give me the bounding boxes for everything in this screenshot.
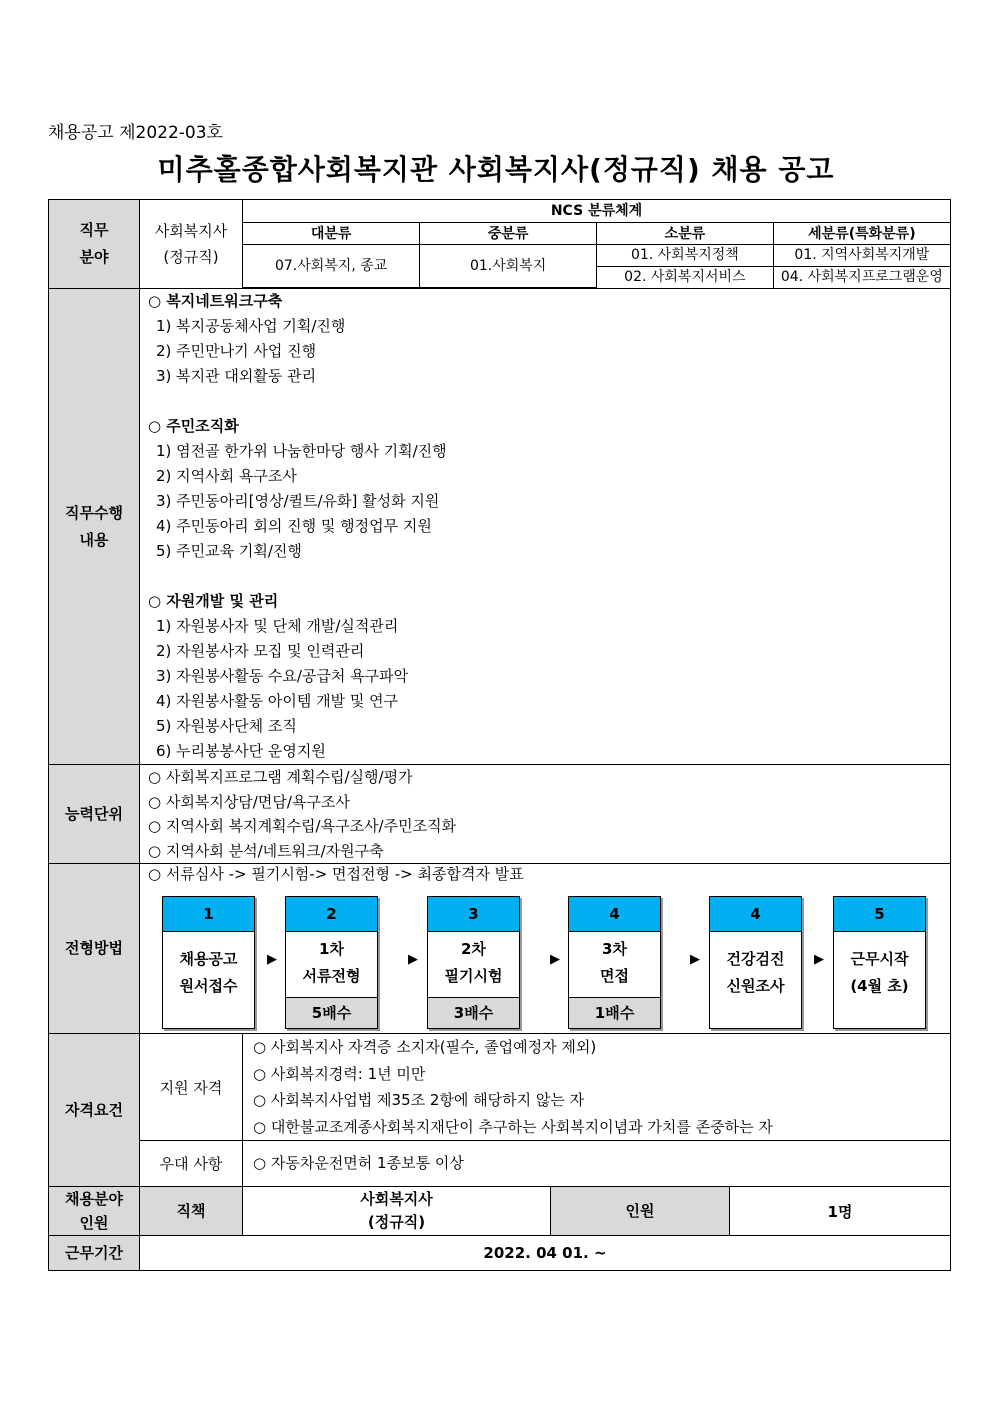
step-label: 2차	[461, 940, 486, 958]
ability-item: ○ 사회복지상담/면담/욕구조사	[148, 792, 350, 811]
process-step	[709, 896, 802, 1029]
apply-qualification-content	[243, 1034, 951, 1141]
duty-section-title: ○ 주민조직화	[148, 417, 239, 435]
step-number: 5	[834, 897, 925, 932]
duty-item: 4) 주민동아리 회의 진행 및 행정업무 지원	[156, 517, 432, 535]
step-ratio: 5배수	[286, 997, 377, 1028]
step-ratio: 1배수	[569, 997, 660, 1028]
ncs-header-minor: 소분류	[597, 222, 774, 244]
job-position: 사회복지사 (정규직)	[140, 200, 243, 289]
period-label: 근무기간	[49, 1236, 140, 1271]
process-summary: ○ 서류심사 -> 필기시험-> 면접전형 -> 최종합격자 발표	[148, 865, 524, 883]
period-value: 2022. 04 01. ~	[140, 1236, 951, 1271]
duty-item: 4) 자원봉사활동 아이템 개발 및 연구	[156, 692, 399, 710]
duty-item: 1) 자원봉사자 및 단체 개발/실적관리	[156, 617, 399, 635]
duty-item: 2) 자원봉사자 모집 및 인력관리	[156, 642, 365, 660]
process-step	[162, 896, 255, 1029]
process-content	[140, 864, 951, 1034]
duty-item: 3) 자원봉사활동 수요/공급처 욕구파악	[156, 667, 409, 685]
arrow-right-icon: ▶	[690, 952, 700, 967]
job-field-label: 직무 분야	[49, 200, 140, 289]
ability-item: ○ 지역사회 분석/네트워크/자원구축	[148, 841, 384, 860]
process-row	[49, 864, 951, 1034]
preference-item: ○ 자동차운전면허 1종보통 이상	[253, 1154, 464, 1173]
ncs-header-major: 대분류	[243, 222, 420, 244]
duty-item: 1) 염전골 한가위 나눔한마당 행사 기획/진행	[156, 442, 447, 460]
step-number: 1	[163, 897, 254, 932]
qualification-item: ○ 사회복지사업법 제35조 2항에 해당하지 않는 자	[253, 1091, 585, 1109]
duty-item: 2) 주민만나기 사업 진행	[156, 342, 317, 360]
process-step	[568, 896, 661, 1029]
step-number: 3	[428, 897, 519, 932]
role-label: 직책	[140, 1187, 243, 1236]
duty-item: 1) 복지공동체사업 기획/진행	[156, 317, 346, 335]
ability-item: ○ 사회복지프로그램 계획수립/실행/평가	[148, 768, 413, 786]
ncs-major-value: 07.사회복지, 종교	[243, 245, 420, 288]
duty-item: 2) 지역사회 욕구조사	[156, 467, 297, 485]
arrow-right-icon: ▶	[267, 952, 277, 967]
duties-label: 직무수행 내용	[49, 289, 140, 765]
step-label: 면접	[600, 967, 629, 985]
duty-item: 3) 복지관 대외활동 관리	[156, 367, 317, 385]
step-label: 신원조사	[726, 977, 785, 995]
step-label: 건강검진	[726, 950, 785, 968]
ncs-middle-value: 01.사회복지	[420, 245, 597, 288]
qualification-item: ○ 사회복지사 자격증 소지자(필수, 졸업예정자 제외)	[253, 1038, 597, 1056]
arrow-right-icon: ▶	[550, 952, 560, 967]
step-label: 원서접수	[179, 977, 238, 995]
ability-label: 능력단위	[49, 765, 140, 864]
ability-content	[140, 765, 951, 864]
process-step	[285, 896, 378, 1029]
step-label: 1차	[319, 940, 344, 958]
process-label: 전형방법	[49, 864, 140, 1034]
qualification-item: ○ 대한불교조계종사회복지재단이 추구하는 사회복지이념과 가치를 존중하는 자	[253, 1117, 773, 1136]
ncs-classification	[243, 200, 951, 289]
ncs-header-detail: 세분류(특화분류)	[773, 222, 950, 244]
ability-row	[49, 765, 951, 864]
ncs-minor-value: 01. 사회복지정책	[597, 245, 774, 266]
arrow-right-icon: ▶	[814, 952, 824, 967]
duty-item: 6) 누리봉봉사단 운영지원	[156, 742, 326, 760]
duty-item: 3) 주민동아리[영상/퀼트/유화] 활성화 지원	[156, 492, 440, 510]
step-number: 4	[710, 897, 801, 932]
recruitment-table	[48, 199, 951, 1271]
period-row	[49, 1236, 951, 1271]
step-number: 4	[569, 897, 660, 932]
duty-item: 5) 자원봉사단체 조직	[156, 717, 297, 735]
step-label: 3차	[602, 940, 627, 958]
preference-row	[49, 1141, 951, 1187]
ncs-detail-value: 01. 지역사회복지개발	[773, 245, 950, 266]
ncs-header-middle: 중분류	[420, 222, 597, 244]
notice-number: 채용공고 제2022-03호	[48, 123, 223, 143]
arrow-right-icon: ▶	[408, 952, 418, 967]
process-step	[427, 896, 520, 1029]
page-title: 미추홀종합사회복지관 사회복지사(정규직) 채용 공고	[157, 153, 835, 186]
job-field-row	[49, 200, 951, 289]
role-value: 사회복지사 (정규직)	[243, 1187, 551, 1236]
ncs-minor-value: 02. 사회복지서비스	[597, 266, 774, 287]
apply-qualification-label: 지원 자격	[140, 1034, 243, 1141]
step-ratio: 3배수	[428, 997, 519, 1028]
ability-item: ○ 지역사회 복지계획수립/욕구조사/주민조직화	[148, 817, 457, 835]
step-label: 채용공고	[179, 950, 238, 968]
duty-section-title: ○ 복지네트워크구축	[148, 292, 283, 310]
recruit-label: 채용분야 인원	[49, 1187, 140, 1236]
step-label: 필기시험	[444, 967, 503, 985]
ncs-detail-value: 04. 사회복지프로그램운영	[773, 266, 950, 287]
recruit-row	[49, 1187, 951, 1236]
count-value: 1명	[730, 1187, 951, 1236]
duty-section-title: ○ 자원개발 및 관리	[148, 592, 279, 610]
duties-content	[140, 289, 951, 765]
count-label: 인원	[551, 1187, 730, 1236]
process-step	[833, 896, 926, 1029]
qualification-item: ○ 사회복지경력: 1년 미만	[253, 1064, 426, 1083]
duties-row	[49, 289, 951, 765]
duty-item: 5) 주민교육 기획/진행	[156, 542, 302, 560]
preference-content	[243, 1141, 951, 1187]
step-label: (4월 초)	[850, 977, 909, 995]
ncs-title: NCS 분류체계	[243, 200, 950, 222]
preference-label: 우대 사항	[140, 1141, 243, 1187]
qualification-row	[49, 1034, 951, 1141]
step-label: 근무시작	[850, 950, 909, 968]
step-label: 서류전형	[302, 967, 361, 985]
qualification-label: 자격요건	[49, 1034, 140, 1187]
step-number: 2	[286, 897, 377, 932]
